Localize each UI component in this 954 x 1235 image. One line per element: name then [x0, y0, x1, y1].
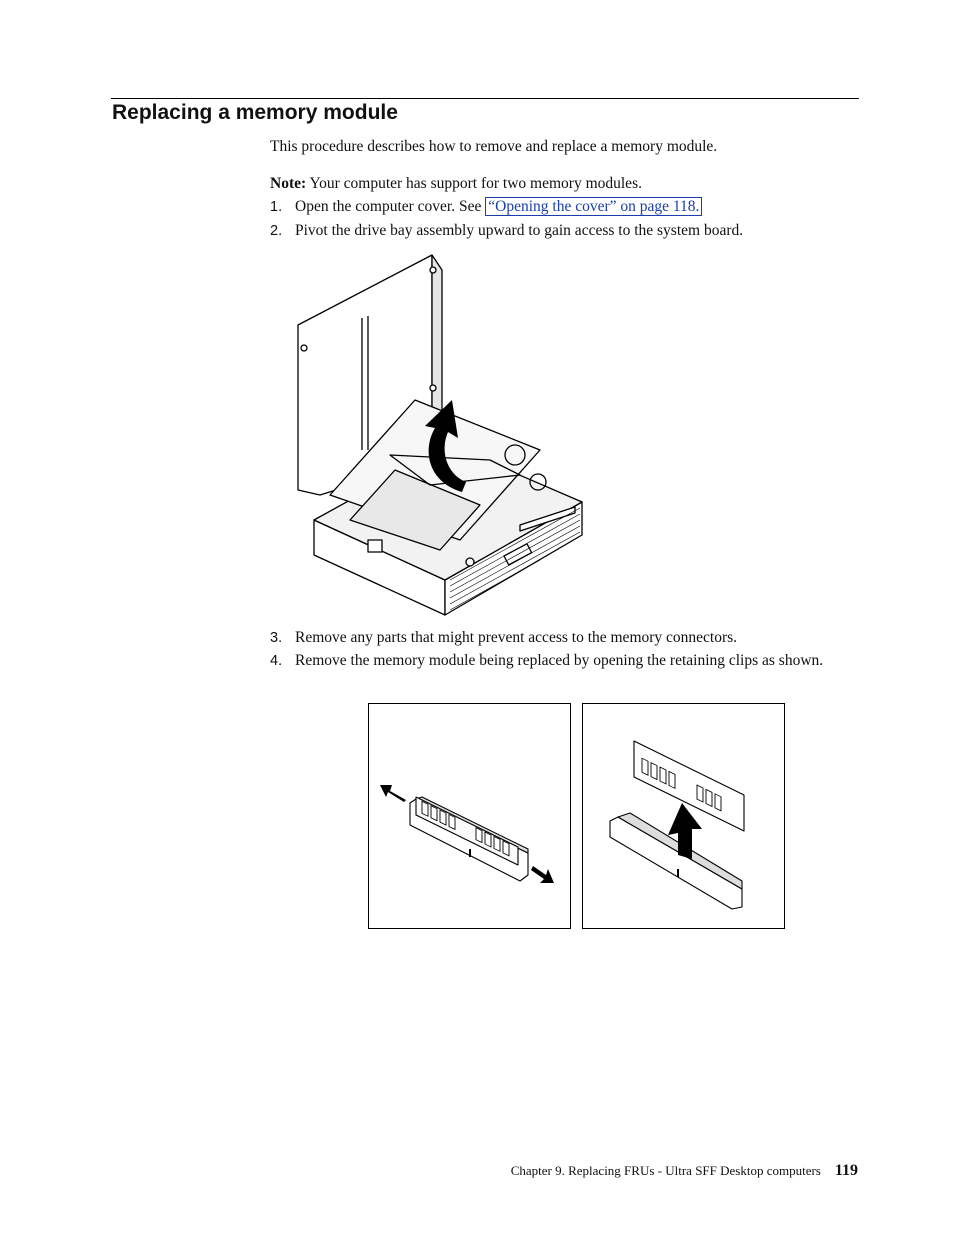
- header-rule: [111, 98, 859, 99]
- step-number: 1.: [270, 199, 283, 215]
- note-text: Your computer has support for two memory modules.: [309, 175, 642, 192]
- step-1: [270, 197, 845, 217]
- note-label: Note:: [270, 175, 307, 192]
- step-number: 3.: [270, 630, 283, 646]
- step-number: 4.: [270, 653, 283, 669]
- note-paragraph: [270, 174, 642, 194]
- footer-chapter: Chapter 9. Replacing FRUs - Ultra SFF Desktop computers: [510, 1163, 821, 1178]
- step-3: [270, 628, 845, 648]
- opening-cover-link[interactable]: “Opening the cover” on page 118.: [485, 197, 702, 216]
- intro-paragraph: This procedure describes how to remove and replace a memory module.: [270, 138, 718, 155]
- page-footer: [511, 1162, 858, 1180]
- remove-memory-module-illustration: [582, 703, 785, 929]
- step-number: 2.: [270, 223, 283, 239]
- open-retaining-clips-illustration: [368, 703, 571, 929]
- step-text: Remove the memory module being replaced by opening the retaining clips as shown.: [295, 652, 824, 669]
- drive-bay-pivot-illustration: [290, 250, 590, 620]
- step-text: Open the computer cover. See: [295, 198, 486, 215]
- section-title: Replacing a memory module: [112, 101, 398, 124]
- step-text: Pivot the drive bay assembly upward to gain access to the system board.: [295, 222, 744, 239]
- page-number: 119: [834, 1162, 858, 1179]
- step-text: Remove any parts that might prevent access to the memory connectors.: [295, 629, 738, 646]
- step-2: [270, 221, 845, 241]
- step-4: [270, 651, 845, 671]
